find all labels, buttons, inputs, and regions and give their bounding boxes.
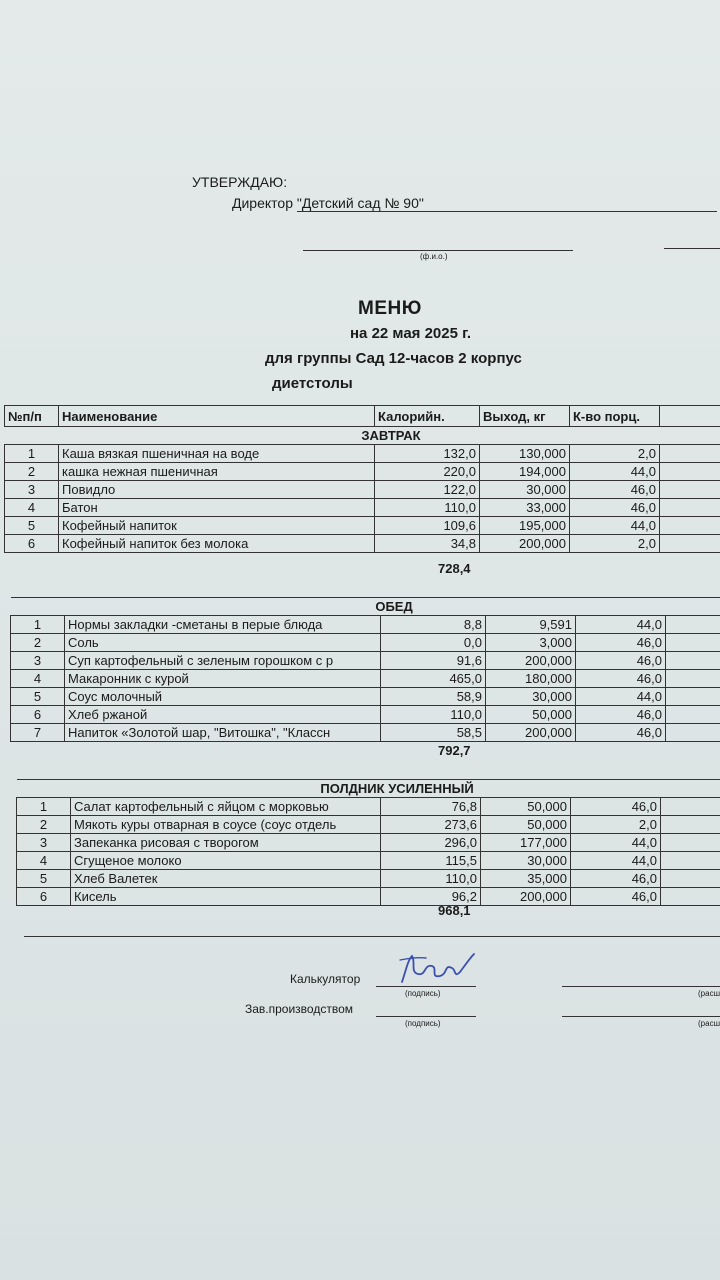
row-name: Напиток «Золотой шар, "Витошка", "Классн [65, 724, 381, 742]
row-number: 5 [17, 870, 71, 888]
director-line [232, 195, 717, 212]
row-output: 130,000 [480, 445, 570, 463]
row-name: Соус молочный [65, 688, 381, 706]
row-portions: 44,0 [576, 688, 666, 706]
row-number: 6 [17, 888, 71, 906]
row-name: Салат картофельный с яйцом с морковью [71, 798, 381, 816]
row-calories: 122,0 [375, 481, 480, 499]
row-extra [666, 724, 720, 742]
row-extra [660, 463, 720, 481]
handwritten-signature-icon [396, 952, 478, 988]
row-portions: 46,0 [570, 481, 660, 499]
calculator-decode-hint: (расш [698, 989, 720, 998]
table-header-row [5, 406, 720, 427]
fio-line [303, 250, 573, 251]
table-row [5, 499, 720, 517]
row-name: Повидло [59, 481, 375, 499]
manager-sign-line [376, 1016, 476, 1017]
row-calories: 58,5 [381, 724, 486, 742]
row-output: 33,000 [480, 499, 570, 517]
row-portions: 2,0 [570, 445, 660, 463]
row-number: 3 [11, 652, 65, 670]
row-output: 200,000 [480, 535, 570, 553]
manager-decode-hint: (расш [698, 1019, 720, 1028]
row-portions: 46,0 [576, 724, 666, 742]
section-title: ЗАВТРАК [5, 427, 720, 445]
row-extra [666, 670, 720, 688]
row-calories: 109,6 [375, 517, 480, 535]
row-calories: 96,2 [381, 888, 481, 906]
row-calories: 220,0 [375, 463, 480, 481]
row-calories: 34,8 [375, 535, 480, 553]
row-extra [660, 499, 720, 517]
row-number: 4 [11, 670, 65, 688]
table-row [11, 652, 720, 670]
col-header-extra [660, 406, 720, 427]
row-calories: 110,0 [381, 870, 481, 888]
row-number: 2 [5, 463, 59, 481]
row-number: 5 [5, 517, 59, 535]
row-portions: 44,0 [570, 463, 660, 481]
row-extra [666, 634, 720, 652]
row-extra [661, 852, 720, 870]
row-portions: 46,0 [571, 870, 661, 888]
menu-group: для группы Сад 12-часов 2 корпус [265, 350, 522, 367]
row-name: Хлеб Валетек [71, 870, 381, 888]
snack-total: 968,1 [438, 903, 471, 918]
row-calories: 8,8 [381, 616, 486, 634]
organization-name: "Детский сад № 90" [297, 195, 717, 212]
row-extra [661, 888, 720, 906]
menu-date: на 22 мая 2025 г. [350, 325, 472, 342]
table-row [5, 463, 720, 481]
row-calories: 465,0 [381, 670, 486, 688]
row-output: 200,000 [481, 888, 571, 906]
row-output: 177,000 [481, 834, 571, 852]
section-title: ПОЛДНИК УСИЛЕННЫЙ [17, 780, 720, 798]
row-portions: 46,0 [576, 706, 666, 724]
table-row [11, 634, 720, 652]
row-extra [661, 798, 720, 816]
signature-line-top [664, 248, 720, 249]
manager-sign-hint: (подпись) [405, 1019, 441, 1028]
table-row [17, 852, 720, 870]
table-row [5, 481, 720, 499]
row-extra [660, 517, 720, 535]
row-output: 30,000 [486, 688, 576, 706]
calculator-label: Калькулятор [290, 972, 361, 986]
section-row [17, 780, 720, 798]
approve-label: УТВЕРЖДАЮ: [192, 174, 288, 190]
row-output: 50,000 [481, 798, 571, 816]
row-portions: 46,0 [571, 798, 661, 816]
manager-decode-line [562, 1016, 720, 1017]
table-row [5, 535, 720, 553]
row-calories: 0,0 [381, 634, 486, 652]
row-portions: 46,0 [576, 652, 666, 670]
section-row [5, 427, 720, 445]
col-header-number: №п/п [5, 406, 59, 427]
row-extra [660, 535, 720, 553]
table-row [11, 688, 720, 706]
section-title: ОБЕД [11, 598, 720, 616]
row-portions: 46,0 [576, 670, 666, 688]
row-output: 9,591 [486, 616, 576, 634]
row-name: Запеканка рисовая с творогом [71, 834, 381, 852]
row-extra [666, 652, 720, 670]
table-row [17, 816, 720, 834]
row-output: 200,000 [486, 652, 576, 670]
row-number: 4 [17, 852, 71, 870]
row-output: 200,000 [486, 724, 576, 742]
row-number: 5 [11, 688, 65, 706]
row-portions: 2,0 [571, 816, 661, 834]
row-output: 180,000 [486, 670, 576, 688]
manager-label: Зав.производством [245, 1002, 353, 1016]
row-name: Соль [65, 634, 381, 652]
row-portions: 46,0 [576, 634, 666, 652]
row-portions: 46,0 [570, 499, 660, 517]
row-calories: 91,6 [381, 652, 486, 670]
table-row [11, 706, 720, 724]
table-row [17, 834, 720, 852]
col-header-portions: К-во порц. [570, 406, 660, 427]
row-extra [666, 616, 720, 634]
row-number: 3 [17, 834, 71, 852]
row-number: 2 [11, 634, 65, 652]
table-row [11, 670, 720, 688]
row-name: Кофейный напиток без молока [59, 535, 375, 553]
table-row [17, 798, 720, 816]
row-calories: 110,0 [375, 499, 480, 517]
col-header-name: Наименование [59, 406, 375, 427]
breakfast-total: 728,4 [438, 561, 471, 576]
page-title: МЕНЮ [358, 298, 422, 319]
row-extra [661, 834, 720, 852]
table-row [5, 445, 720, 463]
lunch-table [10, 597, 720, 742]
row-number: 4 [5, 499, 59, 517]
row-portions: 44,0 [570, 517, 660, 535]
row-name: Мякоть куры отварная в соусе (соус отдель [71, 816, 381, 834]
section-row [11, 598, 720, 616]
director-prefix: Директор [232, 195, 293, 211]
row-number: 6 [5, 535, 59, 553]
row-name: Макаронник с курой [65, 670, 381, 688]
divider-line [24, 936, 720, 937]
calculator-sign-hint: (подпись) [405, 989, 441, 998]
row-extra [666, 688, 720, 706]
row-number: 3 [5, 481, 59, 499]
row-portions: 44,0 [576, 616, 666, 634]
row-portions: 44,0 [571, 834, 661, 852]
row-calories: 76,8 [381, 798, 481, 816]
row-name: Кофейный напиток [59, 517, 375, 535]
row-portions: 2,0 [570, 535, 660, 553]
row-output: 35,000 [481, 870, 571, 888]
fio-hint: (ф.и.о.) [420, 252, 448, 261]
row-calories: 296,0 [381, 834, 481, 852]
col-header-output: Выход, кг [480, 406, 570, 427]
row-number: 6 [11, 706, 65, 724]
row-name: Нормы закладки -сметаны в перые блюда [65, 616, 381, 634]
row-name: Каша вязкая пшеничная на воде [59, 445, 375, 463]
table-row [11, 616, 720, 634]
table-row [17, 870, 720, 888]
row-extra [666, 706, 720, 724]
row-number: 2 [17, 816, 71, 834]
row-number: 1 [17, 798, 71, 816]
row-name: Суп картофельный с зеленым горошком с р [65, 652, 381, 670]
row-name: Кисель [71, 888, 381, 906]
row-output: 50,000 [486, 706, 576, 724]
row-calories: 110,0 [381, 706, 486, 724]
row-extra [661, 870, 720, 888]
row-output: 194,000 [480, 463, 570, 481]
table-row [17, 888, 720, 906]
row-name: кашка нежная пшеничная [59, 463, 375, 481]
calculator-decode-line [562, 986, 720, 987]
row-output: 195,000 [480, 517, 570, 535]
col-header-calories: Калорийн. [375, 406, 480, 427]
row-calories: 115,5 [381, 852, 481, 870]
row-extra [660, 445, 720, 463]
row-name: Батон [59, 499, 375, 517]
snack-table [16, 779, 720, 906]
row-number: 1 [11, 616, 65, 634]
table-row [11, 724, 720, 742]
table-row [5, 517, 720, 535]
row-name: Хлеб ржаной [65, 706, 381, 724]
menu-diet: диетстолы [272, 375, 353, 392]
row-output: 3,000 [486, 634, 576, 652]
row-number: 7 [11, 724, 65, 742]
row-extra [661, 816, 720, 834]
row-extra [660, 481, 720, 499]
row-portions: 44,0 [571, 852, 661, 870]
row-calories: 273,6 [381, 816, 481, 834]
lunch-total: 792,7 [438, 743, 471, 758]
row-calories: 58,9 [381, 688, 486, 706]
breakfast-table [4, 405, 720, 553]
row-name: Сгущеное молоко [71, 852, 381, 870]
row-calories: 132,0 [375, 445, 480, 463]
row-output: 30,000 [480, 481, 570, 499]
row-number: 1 [5, 445, 59, 463]
row-output: 50,000 [481, 816, 571, 834]
row-portions: 46,0 [571, 888, 661, 906]
row-output: 30,000 [481, 852, 571, 870]
